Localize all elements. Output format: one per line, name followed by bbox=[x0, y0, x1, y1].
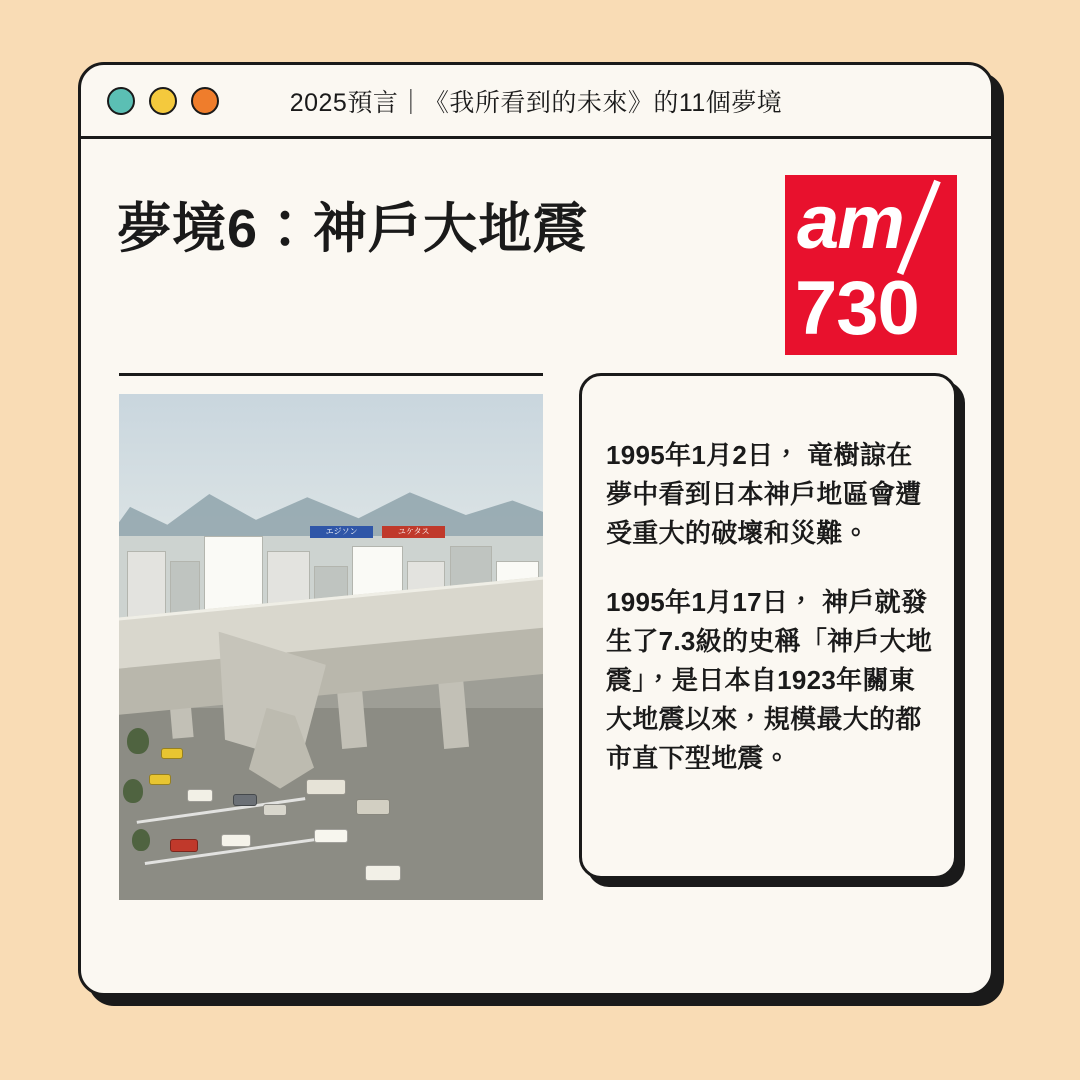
photo-vehicle-police bbox=[314, 829, 348, 843]
photo-vehicle-taxi bbox=[149, 774, 171, 785]
description-panel bbox=[579, 373, 957, 993]
photo-vehicle-bus bbox=[221, 834, 251, 847]
window-title: 2025預言｜《我所看到的未來》的11個夢境 bbox=[289, 88, 783, 117]
logo-am-text: am bbox=[797, 180, 903, 265]
photo-tree bbox=[123, 779, 143, 803]
headline-row bbox=[81, 139, 991, 355]
earthquake-photo bbox=[119, 394, 543, 900]
logo-730-text: 730 bbox=[795, 266, 919, 351]
photo-tree bbox=[132, 829, 150, 851]
photo-vehicle-truck bbox=[306, 779, 346, 795]
minimize-dot-icon[interactable] bbox=[149, 87, 177, 115]
divider bbox=[119, 373, 543, 376]
photo-vehicle-car bbox=[263, 804, 287, 816]
photo-vehicle-truck bbox=[356, 799, 390, 815]
logo-stroke-icon bbox=[897, 180, 941, 275]
photo-vehicle-truck bbox=[365, 865, 401, 881]
description-paragraph-1: 1995年1月2日， 竜樹諒在夢中看到日本神戶地區會遭受重大的破壞和災難。 bbox=[606, 440, 922, 548]
close-dot-icon[interactable] bbox=[107, 87, 135, 115]
photo-sign-yuketasu: ユケタス bbox=[382, 526, 446, 538]
maximize-dot-icon[interactable] bbox=[191, 87, 219, 115]
photo-vehicle-van bbox=[187, 789, 213, 802]
photo-vehicle-taxi bbox=[161, 748, 183, 759]
page-title: 夢境6：神戶大地震 bbox=[117, 199, 589, 259]
description-box bbox=[579, 373, 957, 879]
photo-sign-edison: エジソン bbox=[310, 526, 374, 538]
article-card bbox=[78, 62, 994, 996]
photo-vehicle-firetruck bbox=[170, 839, 198, 852]
description-paragraph-2: 1995年1月17日， 神戶就發生了7.3級的史稱「神戶大地震」，是日本自1923年關東大地震以來，規模最大的都市直下型地震。 bbox=[606, 587, 933, 773]
window-titlebar bbox=[81, 65, 991, 139]
photo-vehicle-car bbox=[233, 794, 257, 806]
window-controls[interactable] bbox=[81, 87, 219, 115]
am730-logo bbox=[785, 175, 957, 355]
photo-column bbox=[119, 373, 543, 993]
photo-tree bbox=[127, 728, 149, 754]
content-row bbox=[81, 355, 991, 993]
